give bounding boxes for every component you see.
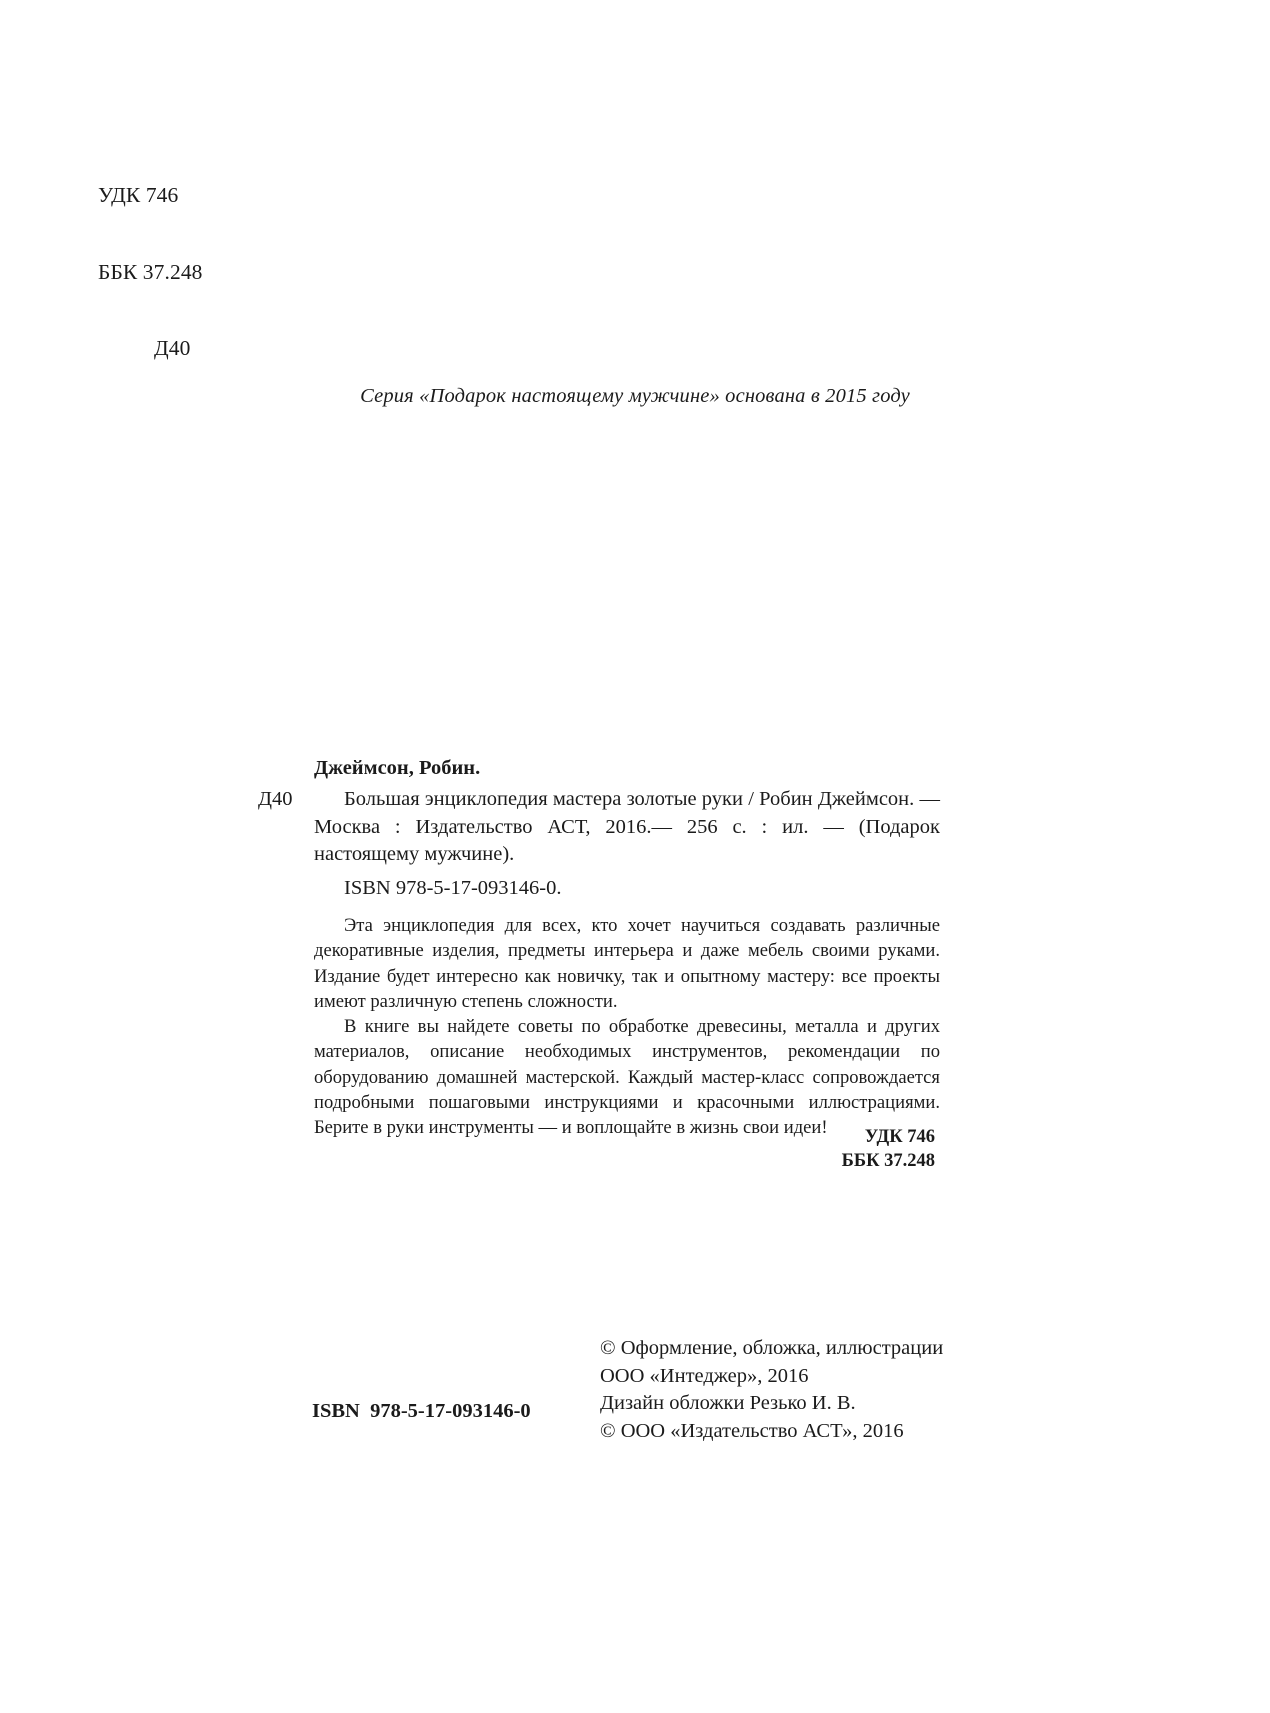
- record-shelf-code: Д40: [258, 788, 293, 810]
- record-isbn: ISBN 978-5-17-093146-0.: [344, 876, 562, 899]
- record-author-heading: Джеймсон, Робин.: [314, 757, 481, 779]
- colophon-line-publisher-integer: ООО «Интеджер», 2016: [600, 1364, 809, 1387]
- colophon-line-cover-designer: Дизайн обложки Резько И. В.: [600, 1392, 856, 1414]
- udk-code-top: УДК 746: [98, 183, 179, 207]
- record-description: Большая энциклопедия мастера золотые руки / Робин Джеймсон. — Москва : Издательство АСТ, 2016.— 256 с. : ил. — (Подарок настоящему мужчине).: [314, 788, 940, 865]
- classification-block-top: [98, 132, 203, 413]
- bbk-code-bottom: ББК 37.248: [841, 1151, 935, 1171]
- bibliographic-record: [258, 755, 940, 1141]
- record-body: [258, 786, 940, 1141]
- colophon-line-design-credit: © Оформление, обложка, иллюстрации: [600, 1337, 944, 1359]
- series-note: Серия «Подарок настоящему мужчине» основана в 2015 году: [360, 385, 910, 407]
- record-annotation-first: Эта энциклопедия для всех, кто хочет научиться создавать различные декоративные изделия, предметы интерьера и даже мебель своими руками. Издание будет интересно как новичку, так и опытному мастеру: все проекты имеют различную степень сложности.: [314, 915, 940, 1012]
- udk-code-bottom: УДК 746: [864, 1127, 935, 1147]
- colophon-block: [600, 1335, 943, 1445]
- author-sign-top: Д40: [154, 336, 191, 360]
- colophon-line-publisher-ast: © ООО «Издательство АСТ», 2016: [600, 1419, 904, 1442]
- record-annotation-second: В книге вы найдете советы по обработке древесины, металла и других материалов, описание необходимых инструментов, рекомендации по оборудованию домашней мастерской. Каждый мастер-класс сопровождается подробными пошаговыми инструкциями и красочными иллюстрациями. Берите в руки инструменты — и воплощайте в жизнь свои идеи!: [314, 1016, 940, 1139]
- classification-block-bottom: [842, 1125, 935, 1173]
- bbk-code-top: ББК 37.248: [98, 259, 203, 284]
- isbn-bottom: ISBN 978-5-17-093146-0: [312, 1400, 531, 1422]
